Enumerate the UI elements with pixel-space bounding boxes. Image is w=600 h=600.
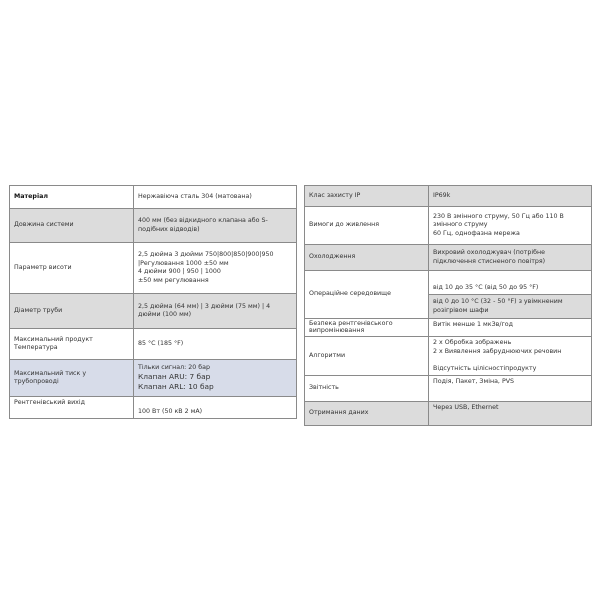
row-label-reporting: Звітність <box>305 376 429 402</box>
table-row <box>305 207 592 245</box>
row-value-xray-safety: Витік менше 1 мкЗв/год <box>429 319 592 337</box>
table-row <box>10 360 297 397</box>
row-value-reporting: Подія, Пакет, Зміна, PVS <box>429 376 592 402</box>
row-label-system-length: Довжина системи <box>10 209 134 243</box>
row-value-system-length: 400 мм (без відкидного клапана або S-подібних відводів) <box>134 209 297 243</box>
row-value-max-product-temperature: 85 °C (185 °F) <box>134 329 297 360</box>
table-row <box>10 329 297 360</box>
table-row <box>305 186 592 207</box>
spec-table-left <box>9 185 297 419</box>
row-value-height-parameter: 2,5 дюйма 3 дюйми 750|800|850|900|950 |Регулювання 1000 ±50 мм 4 дюйми 900 | 950 | 1000 ±50 мм регулювання <box>134 243 297 294</box>
row-label-cooling: Охолодження <box>305 245 429 271</box>
table-row <box>10 186 297 209</box>
table-row <box>305 271 592 295</box>
row-value-algorithms: 2 x Обробка зображень 2 x Виявлення забруднюючих речовин Відсутність цілісностіпродукту <box>429 337 592 376</box>
row-label-xray-safety: Безпека рентгенівського випромінювання <box>305 319 429 337</box>
row-label-data-acquisition: Отримання даних <box>305 402 429 426</box>
row-value-material: Нержавіюча сталь 304 (матована) <box>134 186 297 209</box>
row-label-power-requirements: Вимоги до живлення <box>305 207 429 245</box>
row-value-max-pipeline-pressure: Тільки сигнал: 20 бар Клапан ARU: 7 бар Клапан ARL: 10 бар <box>134 360 297 397</box>
row-value-operating-environment-a: від 10 до 35 °C (від 50 до 95 °F) <box>429 271 592 295</box>
table-row <box>305 319 592 337</box>
row-value-power-requirements: 230 В змінного струму, 50 Гц або 110 В змінного струму 60 Гц, однофазна мережа <box>429 207 592 245</box>
table-row <box>305 402 592 426</box>
row-value-ip-class: IP69k <box>429 186 592 207</box>
row-value-cooling: Вихровий охолоджувач (потрібне підключення стисненого повітря) <box>429 245 592 271</box>
row-label-height-parameter: Параметр висоти <box>10 243 134 294</box>
spec-table-right <box>304 185 592 426</box>
row-label-xray-output: Рентгенівський вихід <box>10 397 134 419</box>
row-value-pipe-diameter: 2,5 дюйма (64 мм) | 3 дюйми (75 мм) | 4 дюйми (100 мм) <box>134 294 297 329</box>
row-label-max-product-temperature: Максимальний продукт Температура <box>10 329 134 360</box>
table-row <box>10 397 297 419</box>
row-label-operating-environment: Операційне середовище <box>305 271 429 319</box>
row-label-ip-class: Клас захисту IP <box>305 186 429 207</box>
row-value-xray-output: 100 Вт (50 кВ 2 мА) <box>134 397 297 419</box>
table-row <box>10 294 297 329</box>
row-label-pipe-diameter: Діаметр труби <box>10 294 134 329</box>
row-value-operating-environment-b: від 0 до 10 °C (32 - 50 °F) з увімкненим розігрівом шафи <box>429 295 592 319</box>
table-row <box>305 337 592 376</box>
row-label-max-pipeline-pressure: Максимальний тиск у трубопроводі <box>10 360 134 397</box>
row-label-algorithms: Алгоритми <box>305 337 429 376</box>
table-row <box>305 376 592 402</box>
table-row <box>10 209 297 243</box>
row-value-data-acquisition: Через USB, Ethernet <box>429 402 592 426</box>
row-label-material: Матеріал <box>10 186 134 209</box>
table-row <box>305 245 592 271</box>
table-row <box>10 243 297 294</box>
